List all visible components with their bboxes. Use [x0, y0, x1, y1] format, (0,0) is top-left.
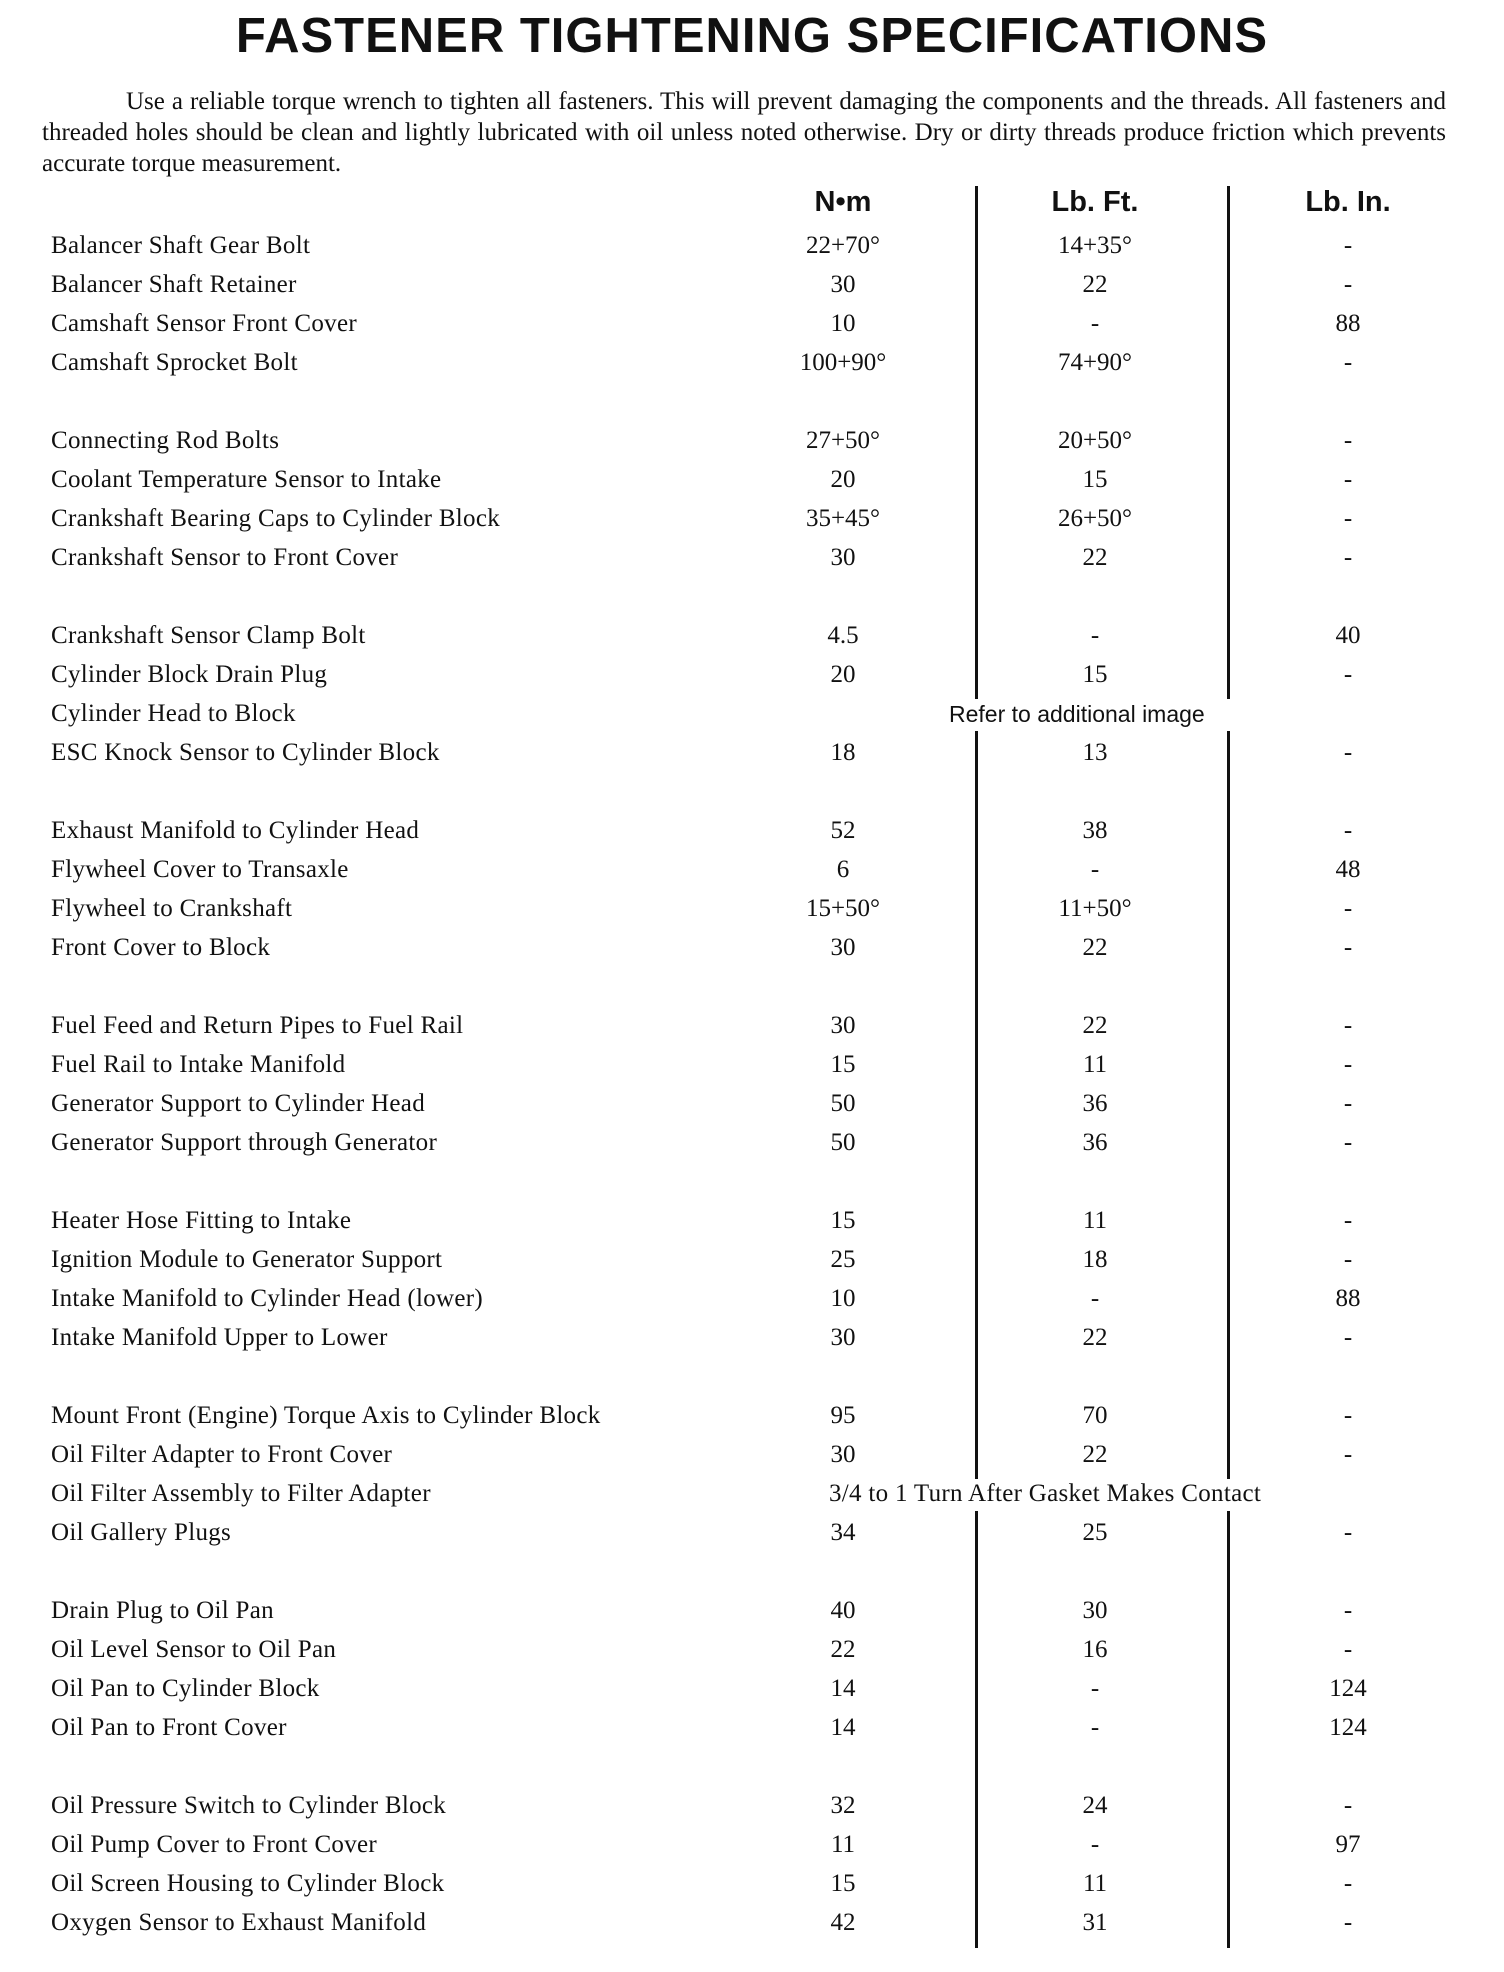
- lbin-value: -: [1343, 1207, 1353, 1234]
- nm-value: 40: [830, 1597, 856, 1624]
- lbft-value: 38: [1082, 817, 1108, 844]
- nm-value: 18: [830, 739, 856, 766]
- fastener-name: Drain Plug to Oil Pan: [51, 1597, 274, 1624]
- table-row: [0, 344, 1504, 382]
- nm-value: 20: [830, 466, 856, 493]
- table-row: [0, 1007, 1504, 1045]
- table-row: [0, 1046, 1504, 1084]
- fastener-name: Generator Support to Cylinder Head: [51, 1090, 425, 1117]
- fastener-name: ESC Knock Sensor to Cylinder Block: [51, 739, 440, 766]
- nm-value: 10: [830, 1285, 856, 1312]
- lbft-value: 15: [1082, 661, 1108, 688]
- lbin-value: -: [1343, 1051, 1353, 1078]
- nm-value: 42: [830, 1909, 856, 1936]
- lbin-value: -: [1343, 739, 1353, 766]
- table-row: [0, 617, 1504, 655]
- fastener-name: Ignition Module to Generator Support: [51, 1246, 443, 1273]
- nm-value: 30: [830, 544, 856, 571]
- fastener-name: Intake Manifold to Cylinder Head (lower): [51, 1285, 484, 1312]
- fastener-name: Fuel Rail to Intake Manifold: [51, 1051, 346, 1078]
- lbft-value: 26+50°: [1057, 505, 1133, 532]
- nm-value: 22+70°: [805, 232, 881, 259]
- lbin-value: -: [1343, 1324, 1353, 1351]
- table-row: [0, 1397, 1504, 1435]
- table-row: [0, 1280, 1504, 1318]
- table-row: [0, 812, 1504, 850]
- fastener-name: Oil Filter Assembly to Filter Adapter: [51, 1480, 431, 1507]
- nm-value: 95: [830, 1402, 856, 1429]
- lbin-value: -: [1343, 1597, 1353, 1624]
- nm-value: 50: [830, 1090, 856, 1117]
- lbft-value: -: [1090, 856, 1100, 883]
- fastener-name: Oil Pan to Front Cover: [51, 1714, 287, 1741]
- lbin-value: -: [1343, 466, 1353, 493]
- table-row: [0, 1202, 1504, 1240]
- header-lbft: Lb. Ft.: [1051, 186, 1139, 218]
- table-row: [0, 227, 1504, 265]
- lbft-value: 14+35°: [1057, 232, 1133, 259]
- spec-note: Refer to additional image: [949, 701, 1205, 727]
- fastener-name: Oil Level Sensor to Oil Pan: [51, 1636, 337, 1663]
- fastener-name: Mount Front (Engine) Torque Axis to Cylinder Block: [51, 1402, 601, 1429]
- table-row: [0, 734, 1504, 772]
- fastener-name: Oil Gallery Plugs: [51, 1519, 232, 1546]
- table-row: [0, 1592, 1504, 1630]
- fastener-name: Oil Pan to Cylinder Block: [51, 1675, 320, 1702]
- lbin-value: -: [1343, 544, 1353, 571]
- table-row: [0, 1904, 1504, 1942]
- lbin-value: -: [1343, 505, 1353, 532]
- nm-value: 35+45°: [805, 505, 881, 532]
- table-row: [0, 1319, 1504, 1357]
- table-row: [0, 305, 1504, 343]
- lbft-value: -: [1090, 1714, 1100, 1741]
- nm-value: 15+50°: [805, 895, 881, 922]
- lbin-value: 88: [1335, 1285, 1361, 1312]
- lbft-value: -: [1090, 1675, 1100, 1702]
- lbin-value: -: [1343, 232, 1353, 259]
- lbin-value: -: [1343, 1636, 1353, 1663]
- fastener-name: Flywheel to Crankshaft: [51, 895, 293, 922]
- lbin-value: -: [1343, 1519, 1353, 1546]
- table-row: [0, 422, 1504, 460]
- lbft-value: 18: [1082, 1246, 1108, 1273]
- lbft-value: 70: [1082, 1402, 1108, 1429]
- table-row: [0, 929, 1504, 967]
- fastener-name: Oil Screen Housing to Cylinder Block: [51, 1870, 445, 1897]
- lbin-value: -: [1343, 1246, 1353, 1273]
- lbft-value: 20+50°: [1057, 427, 1133, 454]
- nm-value: 20: [830, 661, 856, 688]
- fastener-name: Oil Pump Cover to Front Cover: [51, 1831, 378, 1858]
- lbin-value: -: [1343, 1441, 1353, 1468]
- fastener-name: Balancer Shaft Gear Bolt: [51, 232, 311, 259]
- table-row: [0, 1709, 1504, 1747]
- lbft-value: -: [1090, 622, 1100, 649]
- lbin-value: -: [1343, 661, 1353, 688]
- lbft-value: 24: [1082, 1792, 1108, 1819]
- lbft-value: 11: [1082, 1207, 1108, 1234]
- table-row: [0, 890, 1504, 928]
- lbft-value: 22: [1082, 1441, 1108, 1468]
- lbin-value: -: [1343, 1870, 1353, 1897]
- lbin-value: -: [1343, 271, 1353, 298]
- fastener-name: Heater Hose Fitting to Intake: [51, 1207, 352, 1234]
- lbin-value: -: [1343, 349, 1353, 376]
- lbft-value: 22: [1082, 544, 1108, 571]
- fastener-name: Generator Support through Generator: [51, 1129, 438, 1156]
- nm-value: 30: [830, 1441, 856, 1468]
- fastener-name: Camshaft Sensor Front Cover: [51, 310, 357, 337]
- lbft-value: 22: [1082, 1012, 1108, 1039]
- nm-value: 30: [830, 1324, 856, 1351]
- lbft-value: 11+50°: [1058, 895, 1132, 922]
- lbin-value: -: [1343, 1012, 1353, 1039]
- lbft-value: -: [1090, 310, 1100, 337]
- fastener-name: Front Cover to Block: [51, 934, 271, 961]
- lbin-value: -: [1343, 1090, 1353, 1117]
- lbft-value: 22: [1082, 271, 1108, 298]
- table-row: [0, 266, 1504, 304]
- lbft-value: 74+90°: [1057, 349, 1133, 376]
- fastener-name: Oxygen Sensor to Exhaust Manifold: [51, 1909, 427, 1936]
- lbft-value: 11: [1082, 1051, 1108, 1078]
- nm-value: 15: [830, 1051, 856, 1078]
- nm-value: 30: [830, 1012, 856, 1039]
- fastener-name: Coolant Temperature Sensor to Intake: [51, 466, 442, 493]
- fastener-name: Exhaust Manifold to Cylinder Head: [51, 817, 420, 844]
- lbin-value: -: [1343, 934, 1353, 961]
- table-row: [0, 1826, 1504, 1864]
- table-row: [0, 500, 1504, 538]
- fastener-name: Cylinder Head to Block: [51, 700, 296, 727]
- lbin-value: -: [1343, 1129, 1353, 1156]
- lbin-value: -: [1343, 427, 1353, 454]
- spec-note: 3/4 to 1 Turn After Gasket Makes Contact: [829, 1480, 1262, 1507]
- fastener-name: Cylinder Block Drain Plug: [51, 661, 328, 688]
- lbin-value: -: [1343, 895, 1353, 922]
- fastener-name: Balancer Shaft Retainer: [51, 271, 297, 298]
- table-row: [0, 1514, 1504, 1552]
- nm-value: 14: [830, 1675, 856, 1702]
- nm-value: 30: [830, 934, 856, 961]
- lbft-value: -: [1090, 1831, 1100, 1858]
- table-row: [0, 461, 1504, 499]
- lbin-value: 40: [1335, 622, 1361, 649]
- table-row: [0, 1085, 1504, 1123]
- intro-paragraph: [42, 86, 1446, 179]
- fastener-name: Intake Manifold Upper to Lower: [51, 1324, 388, 1351]
- lbft-value: 36: [1082, 1090, 1108, 1117]
- fastener-name: Crankshaft Sensor Clamp Bolt: [51, 622, 366, 649]
- table-row: [0, 1631, 1504, 1669]
- lbin-value: 48: [1335, 856, 1361, 883]
- intro-text: Use a reliable torque wrench to tighten all fasteners. This will prevent damaging the components and the threads. All fasteners and threaded holes should be clean and lightly lubricated with oil unless noted otherwise. Dry or dirty threads produce friction which prevents accurate torque measurement.: [42, 88, 1446, 177]
- lbin-value: -: [1343, 1402, 1353, 1429]
- fastener-name: Oil Filter Adapter to Front Cover: [51, 1441, 393, 1468]
- table-row: [0, 1787, 1504, 1825]
- lbft-value: 22: [1082, 1324, 1108, 1351]
- lbft-value: 36: [1082, 1129, 1108, 1156]
- nm-value: 25: [830, 1246, 856, 1273]
- nm-value: 34: [830, 1519, 856, 1546]
- nm-value: 15: [830, 1870, 856, 1897]
- table-row: [0, 1865, 1504, 1903]
- nm-value: 14: [830, 1714, 856, 1741]
- table-row: [0, 695, 1504, 733]
- fastener-name: Crankshaft Sensor to Front Cover: [51, 544, 399, 571]
- header-nm: N•m: [814, 186, 872, 218]
- lbin-value: -: [1343, 1909, 1353, 1936]
- page-title: FASTENER TIGHTENING SPECIFICATIONS: [235, 9, 1269, 63]
- lbin-value: -: [1343, 1792, 1353, 1819]
- table-row: [0, 539, 1504, 577]
- lbft-value: 15: [1082, 466, 1108, 493]
- nm-value: 52: [830, 817, 856, 844]
- nm-value: 22: [830, 1636, 856, 1663]
- lbft-value: 11: [1082, 1870, 1108, 1897]
- lbin-value: 97: [1335, 1831, 1361, 1858]
- lbft-value: -: [1090, 1285, 1100, 1312]
- lbin-value: 124: [1329, 1714, 1367, 1741]
- lbin-value: 124: [1329, 1675, 1367, 1702]
- fastener-name: Crankshaft Bearing Caps to Cylinder Block: [51, 505, 501, 532]
- fastener-name: Connecting Rod Bolts: [51, 427, 280, 454]
- fastener-name: Oil Pressure Switch to Cylinder Block: [51, 1792, 447, 1819]
- nm-value: 27+50°: [805, 427, 881, 454]
- table-row: [0, 1670, 1504, 1708]
- nm-value: 10: [830, 310, 856, 337]
- lbft-value: 22: [1082, 934, 1108, 961]
- lbft-value: 31: [1082, 1909, 1108, 1936]
- lbin-value: -: [1343, 817, 1353, 844]
- fastener-name: Fuel Feed and Return Pipes to Fuel Rail: [51, 1012, 464, 1039]
- nm-value: 15: [830, 1207, 856, 1234]
- lbft-value: 13: [1082, 739, 1108, 766]
- lbft-value: 16: [1082, 1636, 1108, 1663]
- fastener-name: Flywheel Cover to Transaxle: [51, 856, 349, 883]
- lbft-value: 25: [1082, 1519, 1108, 1546]
- nm-value: 30: [830, 271, 856, 298]
- nm-value: 4.5: [827, 622, 859, 649]
- nm-value: 6: [836, 856, 850, 883]
- nm-value: 11: [830, 1831, 856, 1858]
- table-row: [0, 656, 1504, 694]
- fastener-name: Camshaft Sprocket Bolt: [51, 349, 298, 376]
- table-row: [0, 1475, 1504, 1513]
- table-row: [0, 1124, 1504, 1162]
- nm-value: 32: [830, 1792, 856, 1819]
- nm-value: 100+90°: [799, 349, 887, 376]
- lbin-value: 88: [1335, 310, 1361, 337]
- header-lbin: Lb. In.: [1305, 186, 1391, 218]
- nm-value: 50: [830, 1129, 856, 1156]
- table-row: [0, 851, 1504, 889]
- lbft-value: 30: [1082, 1597, 1108, 1624]
- table-row: [0, 1436, 1504, 1474]
- table-row: [0, 1241, 1504, 1279]
